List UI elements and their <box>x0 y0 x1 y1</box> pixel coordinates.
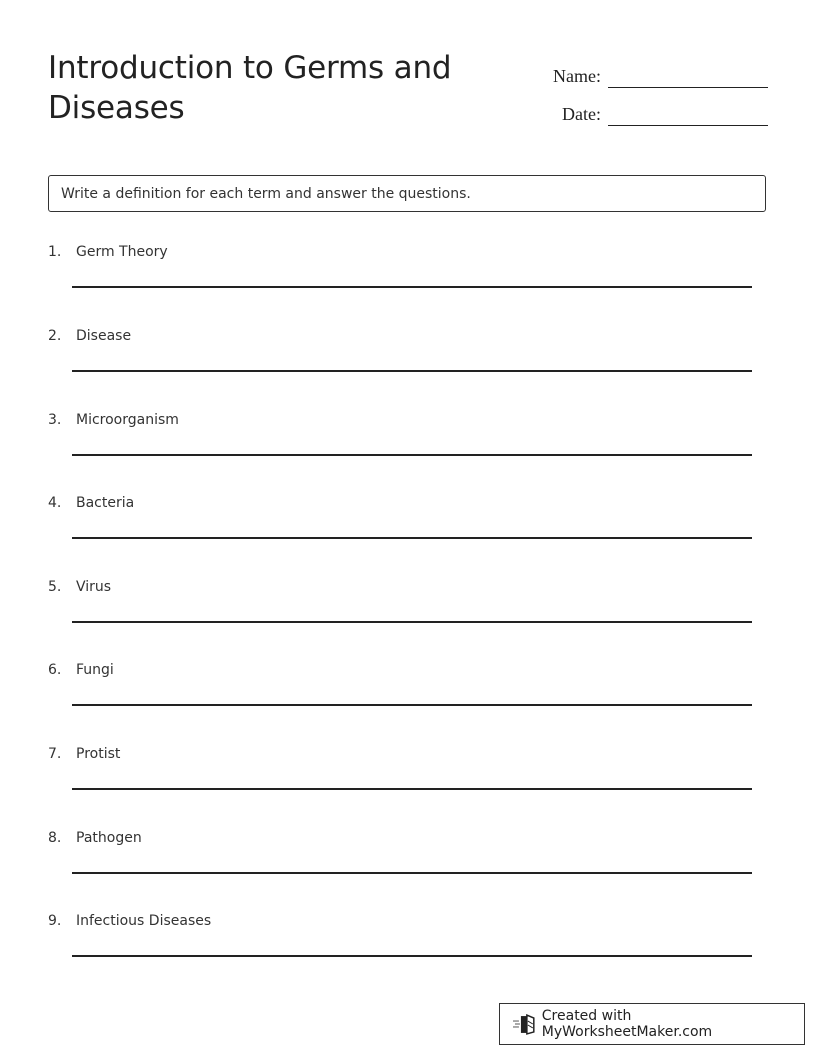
answer-line[interactable] <box>72 370 752 372</box>
item-number: 5. <box>48 579 62 595</box>
worksheet-logo-icon <box>512 1013 538 1035</box>
instructions-box: Write a definition for each term and answer the questions. <box>48 175 766 212</box>
date-label: Date: <box>562 104 601 124</box>
item-term: Germ Theory <box>76 244 168 260</box>
item-number: 6. <box>48 662 62 678</box>
answer-line[interactable] <box>72 621 752 623</box>
item-term: Protist <box>76 746 121 762</box>
answer-line[interactable] <box>72 704 752 706</box>
name-label: Name: <box>553 66 601 86</box>
item-term: Virus <box>76 579 112 595</box>
name-date-block <box>553 50 768 126</box>
item-number: 1. <box>48 244 62 260</box>
answer-line[interactable] <box>72 537 752 539</box>
answer-line[interactable] <box>72 454 752 456</box>
footer-text: Created with MyWorksheetMaker.com <box>541 1008 713 1040</box>
worksheet-title: Introduction to Germs and Diseases <box>48 50 452 126</box>
answer-line[interactable] <box>72 955 752 957</box>
item-term: Fungi <box>76 662 114 678</box>
date-row <box>553 88 768 126</box>
name-field[interactable] <box>608 65 768 88</box>
name-row <box>553 50 768 88</box>
item-term: Bacteria <box>76 495 135 511</box>
item-term: Disease <box>76 328 132 344</box>
item-term: Infectious Diseases <box>76 913 212 929</box>
item-number: 3. <box>48 412 62 428</box>
item-term: Microorganism <box>76 412 179 428</box>
item-term: Pathogen <box>76 830 142 846</box>
item-number: 7. <box>48 746 62 762</box>
answer-line[interactable] <box>72 872 752 874</box>
item-number: 9. <box>48 913 62 929</box>
answer-line[interactable] <box>72 788 752 790</box>
item-number: 4. <box>48 495 62 511</box>
footer-credit[interactable] <box>499 1003 805 1045</box>
answer-line[interactable] <box>72 286 752 288</box>
item-number: 8. <box>48 830 62 846</box>
item-number: 2. <box>48 328 62 344</box>
date-field[interactable] <box>608 103 768 126</box>
